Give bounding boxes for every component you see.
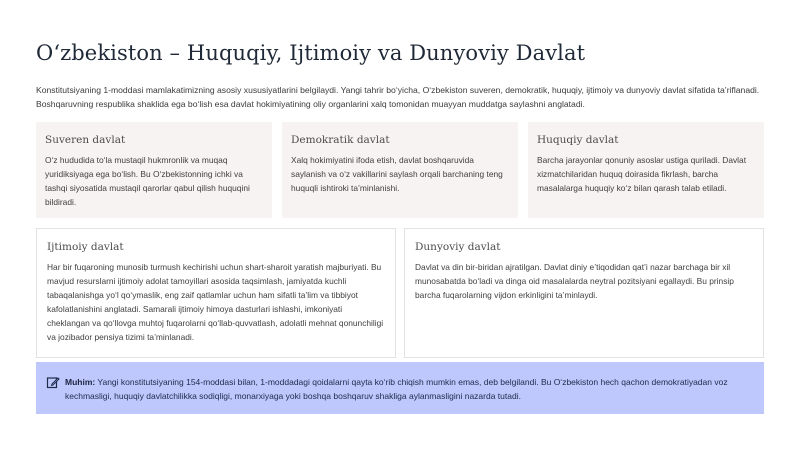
- card-text: Davlat va din bir-biridan ajratilgan. Davlat diniy e’tiqodidan qat’i nazar barchaga bir xil munosabatda bo‘ladi va dinga oid masalalarda neytral pozitsiyani egallaydi. Bu prinsip barcha fuqarolarning vijdon erkinligini ta’minlaydi.: [415, 262, 734, 300]
- card-title: Ijtimoiy davlat: [47, 241, 124, 253]
- page-title: O‘zbekiston – Huquqiy, Ijtimoiy va Dunyoviy Davlat: [36, 41, 586, 65]
- card-title: Demokratik davlat: [291, 134, 390, 146]
- card-dunyoviy-davlat: [404, 228, 764, 358]
- note-edit-icon: [46, 376, 60, 390]
- card-demokratik-davlat: [282, 122, 518, 218]
- card-title: Dunyoviy davlat: [415, 241, 501, 253]
- card-text: Har bir fuqaroning munosib turmush kechirishi uchun shart-sharoit yaratish majburiyati. Bu mavjud resurslarni ijtimoiy adolat tamoyillari asosida taqsimlash, jamiyatda kuchli tabaqalanishga yo‘l qo‘ymaslik, eng zaif qatlamlar uchun ham sifatli ta’lim va tibbiyot kafolatlanishini anglatadi. Samarali ijtimoiy himoya dasturlari ishlashi, imkoniyati cheklangan va qo‘llovga muhtoj fuqarolarni qo‘llab-quvvatlash, adolatli mehnat qonunchiligi va jozibador pensiya tizimi ta’minlanadi.: [47, 262, 384, 342]
- bottom-cards-row: [36, 228, 764, 358]
- card-text: O‘z hududida to‘la mustaqil hukmronlik va muqaq yuridiksiyaga ega bo‘lish. Bu O‘zbekistonning ichki va tashqi siyosatida mustaqil qarorlar qabul qilish huquqini bildiradi.: [45, 155, 250, 207]
- intro-paragraph: Konstitutsiyaning 1-moddasi mamlakatimizning asosiy xususiyatlarini belgilaydi. Yangi tahrir bo‘yicha, O‘zbekiston suveren, demokratik, huquqiy, ijtimoiy va dunyoviy davlat sifatida ta’riflanadi. Boshqaruvning respublika shaklida ega bo‘lish esa davlat hokimiyatining oliy organlarini xalq tomonidan muayyan muddatga saylashni anglatadi.: [36, 85, 760, 109]
- top-cards-row: [36, 122, 764, 218]
- note-label: Muhim:: [65, 377, 96, 387]
- card-suveren-davlat: [36, 122, 272, 218]
- note-text: [65, 375, 752, 403]
- card-text: Xalq hokimiyatini ifoda etish, davlat boshqaruvida saylanish va o‘z vakillarini saylash orqali barchaning teng huquqli ishtiroki ta’minlanishi.: [291, 155, 503, 193]
- page-content: [36, 40, 764, 358]
- card-ijtimoiy-davlat: [36, 228, 396, 358]
- card-title: Huquqiy davlat: [537, 134, 619, 146]
- card-text: Barcha jarayonlar qonuniy asoslar ustiga quriladi. Davlat xizmatchilaridan huquq doirasida fikrlash, barcha masalalarga huquqiy ko‘z bilan qarash talab etiladi.: [537, 155, 747, 193]
- card-title: Suveren davlat: [45, 134, 126, 146]
- note-body: Yangi konstitutsiyaning 154-moddasi bilan, 1-moddadagi qoidalarni qayta ko‘rib chiqish mumkin emas, deb belgilandi. Bu O‘zbekiston hech qachon demokratiyadan voz kechmasligi, huquqiy davlatchilikka sodiqligi, monarxiyaga yoki boshqa boshqaruv shakliga aylanmasligini nazarda tutadi.: [65, 377, 728, 401]
- important-note: [36, 362, 764, 414]
- card-huquqiy-davlat: [528, 122, 764, 218]
